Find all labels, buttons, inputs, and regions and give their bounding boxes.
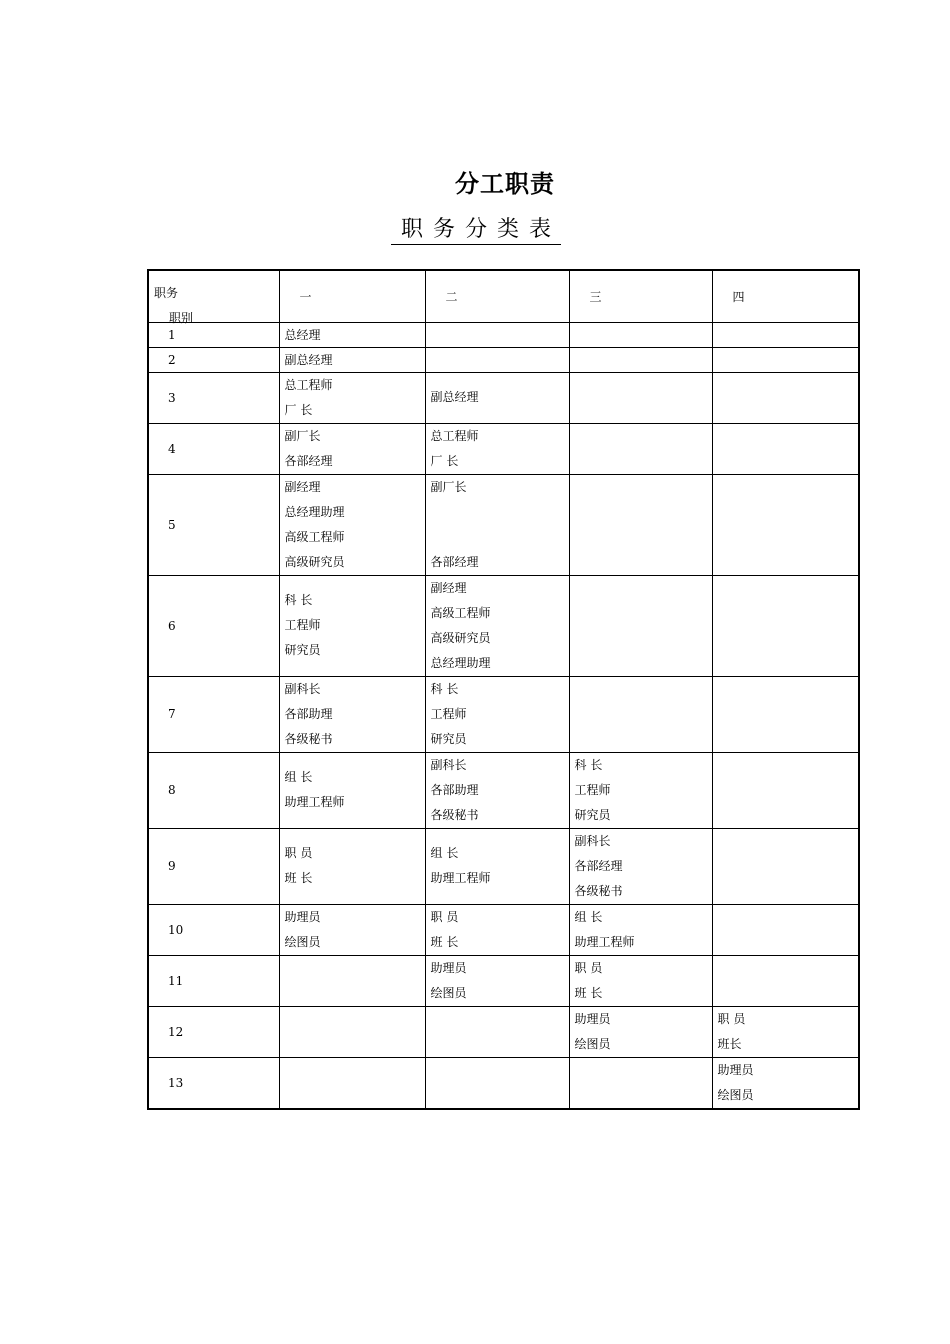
position-title: 研究员 bbox=[574, 807, 611, 822]
position-title: 副厂长 bbox=[430, 479, 467, 494]
table-row bbox=[148, 347, 859, 372]
table-row bbox=[148, 904, 859, 955]
position-cell bbox=[569, 828, 712, 904]
position-title: 高级工程师 bbox=[430, 605, 491, 620]
position-cell bbox=[279, 1006, 425, 1057]
table-row bbox=[148, 322, 859, 347]
position-cell bbox=[569, 955, 712, 1006]
table-row bbox=[148, 1006, 859, 1057]
rank-cell: 8 bbox=[148, 752, 279, 828]
table-row bbox=[148, 372, 859, 423]
rank-cell: 12 bbox=[148, 1006, 279, 1057]
position-cell bbox=[425, 955, 569, 1006]
position-cell bbox=[712, 372, 859, 423]
rank-cell: 11 bbox=[148, 955, 279, 1006]
position-title: 总经理助理 bbox=[284, 504, 345, 519]
position-title: 高级研究员 bbox=[430, 630, 491, 645]
position-title: 助理员 bbox=[717, 1062, 754, 1077]
rank-cell: 13 bbox=[148, 1057, 279, 1109]
position-cell bbox=[569, 1006, 712, 1057]
header-corner-cell bbox=[148, 270, 279, 325]
position-cell bbox=[425, 423, 569, 474]
position-title: 绘图员 bbox=[284, 934, 321, 949]
position-cell bbox=[569, 474, 712, 575]
position-cell bbox=[425, 752, 569, 828]
position-title: 科 长 bbox=[574, 757, 603, 772]
position-title: 组 长 bbox=[574, 909, 603, 924]
position-cell bbox=[279, 676, 425, 752]
rank-cell: 1 bbox=[148, 322, 279, 347]
column-header-3: 三 bbox=[569, 270, 712, 322]
position-cell bbox=[425, 828, 569, 904]
position-title: 绘图员 bbox=[430, 985, 467, 1000]
rank-cell: 4 bbox=[148, 423, 279, 474]
position-title: 班 长 bbox=[430, 934, 459, 949]
position-cell bbox=[712, 575, 859, 676]
position-cell bbox=[569, 423, 712, 474]
position-cell bbox=[279, 474, 425, 575]
position-cell bbox=[569, 322, 712, 347]
position-cell bbox=[569, 904, 712, 955]
position-title: 总工程师 bbox=[430, 428, 479, 443]
position-title: 职 员 bbox=[717, 1011, 746, 1026]
position-cell bbox=[425, 676, 569, 752]
table-row bbox=[148, 752, 859, 828]
position-cell bbox=[425, 347, 569, 372]
position-title: 副厂长 bbox=[284, 428, 321, 443]
position-cell bbox=[569, 372, 712, 423]
table-row bbox=[148, 955, 859, 1006]
table-row bbox=[148, 575, 859, 676]
position-title: 助理员 bbox=[430, 960, 467, 975]
position-cell bbox=[712, 423, 859, 474]
page-title: 分工职责 bbox=[455, 170, 555, 198]
position-title: 班 长 bbox=[284, 871, 313, 885]
position-title: 工程师 bbox=[574, 782, 611, 797]
rank-cell: 9 bbox=[148, 828, 279, 904]
position-cell bbox=[569, 752, 712, 828]
position-cell bbox=[425, 1057, 569, 1109]
position-cell bbox=[569, 347, 712, 372]
position-cell bbox=[425, 474, 569, 575]
position-title: 各部助理 bbox=[284, 706, 333, 721]
column-header-1: 一 bbox=[279, 270, 425, 322]
position-title: 工程师 bbox=[284, 618, 321, 632]
table-row bbox=[148, 676, 859, 752]
position-title: 高级研究员 bbox=[284, 554, 345, 569]
position-cell bbox=[279, 904, 425, 955]
position-cell bbox=[712, 676, 859, 752]
position-title: 研究员 bbox=[284, 643, 321, 657]
table-header-row bbox=[148, 270, 859, 322]
position-title: 职 员 bbox=[574, 960, 603, 975]
position-title: 助理工程师 bbox=[284, 795, 345, 809]
rank-cell: 5 bbox=[148, 474, 279, 575]
position-cell bbox=[712, 904, 859, 955]
position-title: 总工程师 bbox=[284, 377, 333, 392]
position-title: 总经理 bbox=[284, 327, 321, 342]
subtitle-text: 职务分类表 bbox=[391, 216, 561, 245]
position-cell bbox=[569, 676, 712, 752]
position-title: 各级秘书 bbox=[284, 731, 333, 746]
rank-cell: 6 bbox=[148, 575, 279, 676]
position-title: 厂 长 bbox=[430, 453, 459, 468]
corner-label-rank: 职别 bbox=[169, 311, 194, 325]
position-title: 高级工程师 bbox=[284, 529, 345, 544]
position-cell bbox=[712, 1057, 859, 1109]
table-row bbox=[148, 474, 859, 575]
position-cell bbox=[279, 955, 425, 1006]
position-cell bbox=[279, 828, 425, 904]
position-cell bbox=[569, 1057, 712, 1109]
position-cell bbox=[279, 1057, 425, 1109]
position-title: 各部助理 bbox=[430, 782, 479, 797]
position-cell bbox=[425, 1006, 569, 1057]
position-title: 绘图员 bbox=[574, 1036, 611, 1051]
position-classification-table bbox=[147, 269, 860, 1110]
position-cell bbox=[279, 423, 425, 474]
position-cell bbox=[712, 347, 859, 372]
position-cell bbox=[279, 752, 425, 828]
position-cell bbox=[425, 322, 569, 347]
position-title: 职 员 bbox=[430, 909, 459, 924]
position-title: 组 长 bbox=[430, 846, 459, 860]
position-title: 副经理 bbox=[284, 479, 321, 494]
position-title: 班长 bbox=[717, 1036, 742, 1051]
table-subtitle bbox=[0, 216, 950, 245]
position-title: 总经理助理 bbox=[430, 655, 491, 670]
position-cell bbox=[425, 904, 569, 955]
position-title: 副科长 bbox=[284, 681, 321, 696]
position-cell bbox=[279, 347, 425, 372]
position-title: 科 长 bbox=[430, 681, 459, 696]
position-title: 科 长 bbox=[284, 593, 313, 607]
position-title: 副科长 bbox=[574, 833, 611, 848]
position-title: 各级秘书 bbox=[574, 883, 623, 898]
position-title: 各部经理 bbox=[284, 453, 333, 468]
position-cell bbox=[712, 752, 859, 828]
position-cell bbox=[712, 828, 859, 904]
position-cell bbox=[712, 474, 859, 575]
rank-cell: 2 bbox=[148, 347, 279, 372]
position-title: 副科长 bbox=[430, 757, 467, 772]
position-cell bbox=[712, 322, 859, 347]
position-title: 绘图员 bbox=[717, 1087, 754, 1102]
position-title: 职 员 bbox=[284, 846, 313, 860]
column-header-4: 四 bbox=[712, 270, 859, 322]
position-title: 班 长 bbox=[574, 985, 603, 1000]
position-title: 助理员 bbox=[574, 1011, 611, 1026]
position-title: 工程师 bbox=[430, 706, 467, 721]
position-title: 助理员 bbox=[284, 909, 321, 924]
position-cell bbox=[279, 575, 425, 676]
position-title: 助理工程师 bbox=[430, 871, 491, 885]
position-title: 副总经理 bbox=[284, 352, 333, 367]
position-cell bbox=[425, 372, 569, 423]
position-title: 各部经理 bbox=[574, 858, 623, 873]
table-row bbox=[148, 828, 859, 904]
table-row bbox=[148, 423, 859, 474]
rank-cell: 3 bbox=[148, 372, 279, 423]
rank-cell: 7 bbox=[148, 676, 279, 752]
position-title bbox=[431, 500, 569, 525]
position-title: 各级秘书 bbox=[430, 807, 479, 822]
corner-label-position: 职务 bbox=[154, 286, 179, 300]
rank-cell: 10 bbox=[148, 904, 279, 955]
position-title: 副总经理 bbox=[430, 390, 479, 404]
position-cell bbox=[425, 575, 569, 676]
position-cell bbox=[279, 372, 425, 423]
position-cell bbox=[712, 955, 859, 1006]
position-cell bbox=[712, 1006, 859, 1057]
position-cell bbox=[279, 322, 425, 347]
position-title: 厂 长 bbox=[284, 402, 313, 417]
position-title: 副经理 bbox=[430, 580, 467, 595]
position-title: 各部经理 bbox=[430, 554, 479, 569]
position-title: 组 长 bbox=[284, 770, 313, 784]
column-header-2: 二 bbox=[425, 270, 569, 322]
position-title bbox=[431, 525, 569, 550]
position-title: 研究员 bbox=[430, 731, 467, 746]
position-title: 助理工程师 bbox=[574, 934, 635, 949]
table-row bbox=[148, 1057, 859, 1109]
position-cell bbox=[569, 575, 712, 676]
